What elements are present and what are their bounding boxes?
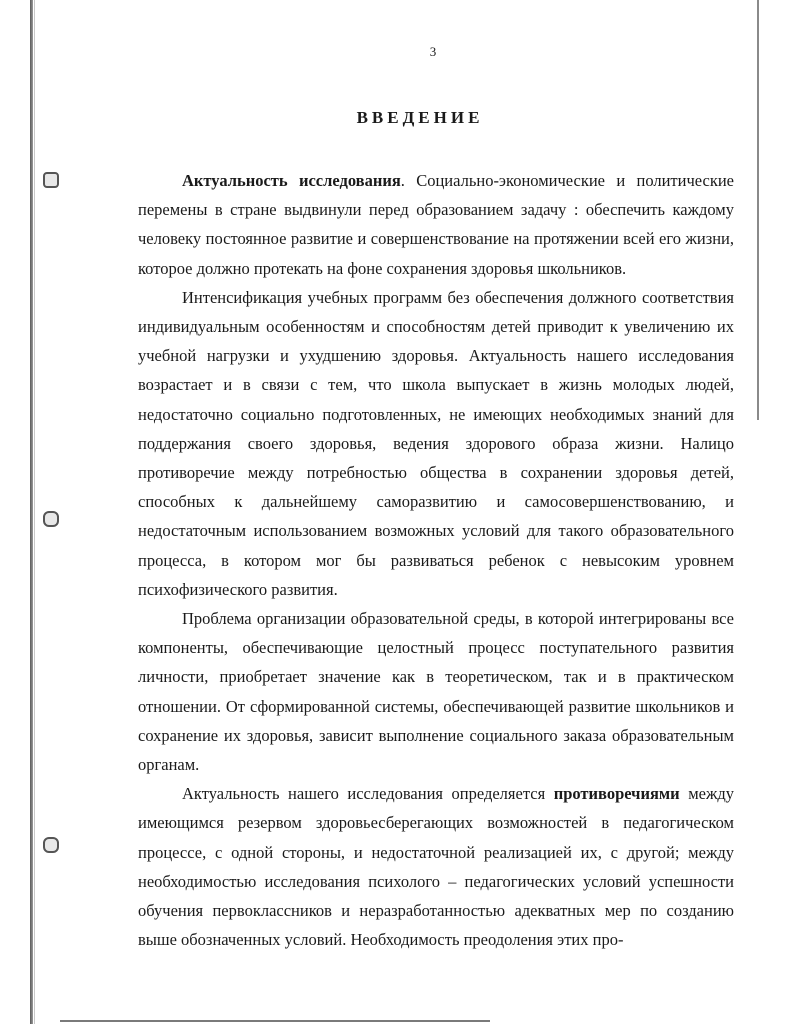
page-title: ВВЕДЕНИЕ [356, 108, 484, 127]
paragraph-text: Актуальность нашего исследования определяется [182, 784, 554, 804]
binding-hole-icon [43, 511, 59, 527]
paragraph-text: между имеющимся резервом здоровьесберегающих возможностей в педагогическом процессе, с одной стороны, и недостаточной реализацией их, с другой; между необходимостью исследования психолого – педагогических условий успешности обучения первоклассников и неразработанностью адекватных мер по созданию выше обозначенных условий. Необходимость преодоления этих про- [138, 784, 735, 950]
body-text [138, 166, 734, 954]
paragraph-text: . Социально-экономические и политические перемены в стране выдвинули перед образованием задачу : обеспечить каждому человеку постоянное развитие и совершенствование на протяжении всей его жизни, которое должно протекать на фоне сохранения здоровья школьников. [138, 171, 734, 278]
paragraph [138, 166, 734, 283]
page-number: 3 [429, 44, 437, 59]
scan-left-edge-inner [34, 0, 35, 1024]
scan-right-edge [757, 0, 759, 420]
paragraph: Проблема организации образовательной среды, в которой интегрированы все компоненты, обеспечивающие целостный процесс поступательного развития личности, приобретает значение как в теоретическом, так и в практическом отношении. От сформированной системы, обеспечивающей развитие школьников и сохранение их здоровья, зависит выполнение социального заказа образовательным органам. [138, 609, 734, 775]
scan-bottom-edge [60, 1020, 490, 1022]
bold-term: противоречиями [553, 784, 680, 804]
binding-hole-icon [43, 837, 59, 853]
paragraph [138, 779, 734, 954]
paragraph: Интенсификация учебных программ без обеспечения должного соответствия индивидуальным особенностям и способностям детей приводит к увеличению их учебной нагрузки и ухудшению здоровья. Актуальность нашего исследования возрастает и в связи с тем, что школа выпускает в жизнь молодых людей, недостаточно социально подготовленных, не имеющих необходимых знаний для поддержания своего здоровья, ведения здорового образа жизни. Налицо противоречие между потребностью общества в сохранении здоровья детей, способных к дальнейшему саморазвитию и самосовершенствованию, и недостаточным использованием возможных условий для такого образовательного процесса, в котором мог бы развиваться ребенок с невысоким уровнем психофизического развития. [138, 287, 734, 599]
scan-left-edge [30, 0, 33, 1024]
bold-lead: Актуальность исследования [182, 171, 401, 190]
binding-hole-icon [43, 172, 59, 188]
